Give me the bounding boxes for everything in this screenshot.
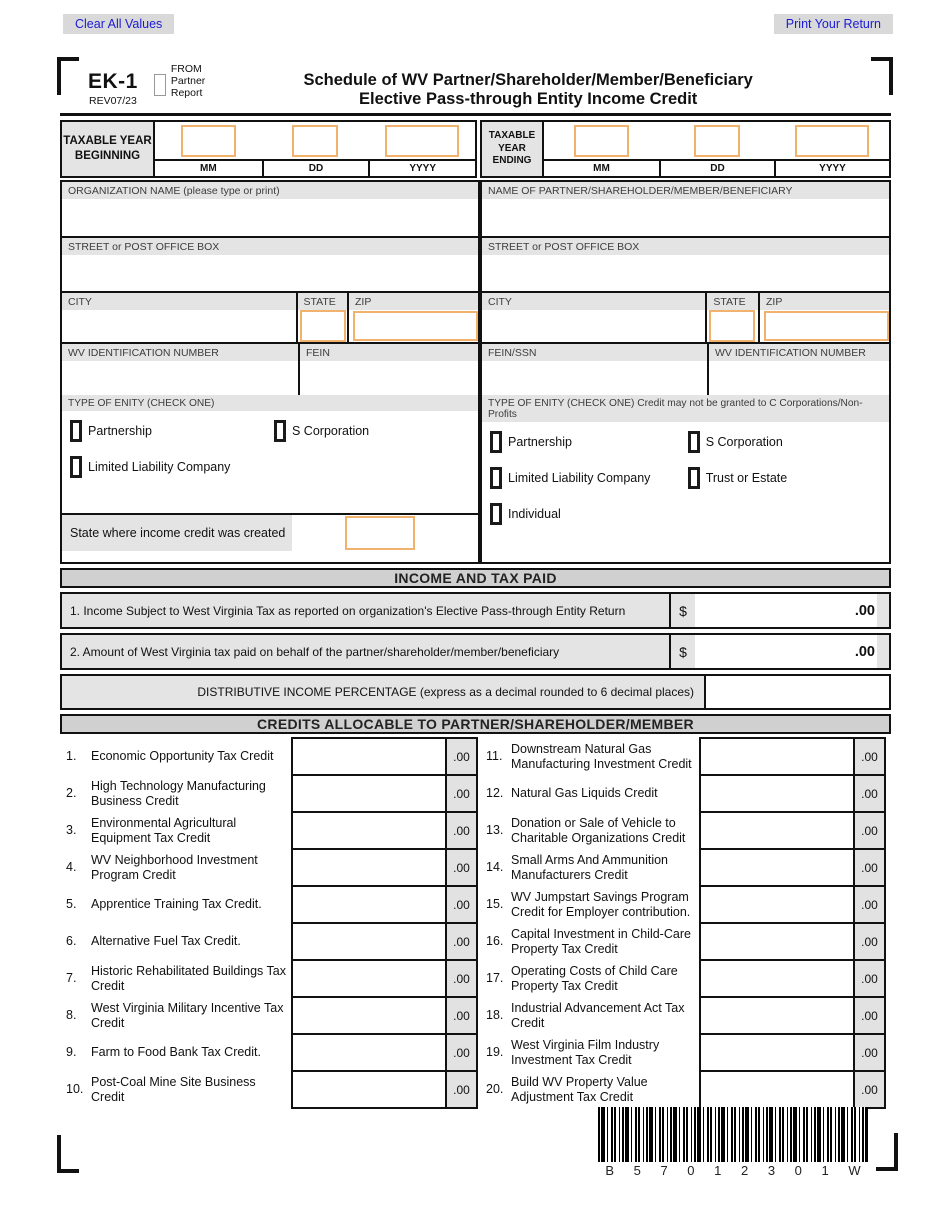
credit-15-cents: .00 bbox=[855, 885, 886, 924]
credit-16-label: Capital Investment in Child-Care Property Tax Credit bbox=[511, 927, 691, 956]
credit-3-amount-input[interactable] bbox=[291, 811, 447, 850]
end-month-input[interactable] bbox=[574, 125, 629, 157]
organization-state-label: STATE bbox=[298, 293, 347, 310]
partner-zip-label: ZIP bbox=[760, 293, 889, 310]
income-row-2-input[interactable] bbox=[695, 635, 831, 668]
partner-city-label: CITY bbox=[482, 293, 705, 310]
credit-row-15 bbox=[480, 885, 891, 924]
credit-9-label: Farm to Food Bank Tax Credit. bbox=[91, 1045, 261, 1060]
credit-4-amount-input[interactable] bbox=[291, 848, 447, 887]
credit-19-amount-input[interactable] bbox=[699, 1033, 855, 1072]
credit-7-cents: .00 bbox=[447, 959, 478, 998]
credit-3-number: 3. bbox=[66, 823, 77, 838]
end-mm-label: MM bbox=[544, 159, 659, 176]
org-s-corporation-checkbox[interactable] bbox=[274, 420, 286, 442]
credit-20-label: Build WV Property Value Adjustment Tax Credit bbox=[511, 1075, 648, 1104]
partner-zip-input[interactable] bbox=[764, 311, 889, 341]
credit-row-11 bbox=[480, 737, 891, 776]
partner-llc-checkbox[interactable] bbox=[490, 467, 502, 489]
credit-15-number: 15. bbox=[486, 897, 504, 912]
credit-10-cents: .00 bbox=[447, 1070, 478, 1109]
form-id-block bbox=[88, 70, 138, 107]
partner-s-corporation-label: S Corporation bbox=[705, 435, 783, 449]
income-row-1-currency: $ bbox=[669, 594, 695, 627]
income-section-header: INCOME AND TAX PAID bbox=[60, 568, 891, 588]
credit-row-7 bbox=[60, 959, 480, 998]
credit-16-cents: .00 bbox=[855, 922, 886, 961]
credit-row-14 bbox=[480, 848, 891, 887]
credit-7-label: Historic Rehabilitated Buildings Tax Credit bbox=[91, 964, 287, 993]
income-row-2-currency: $ bbox=[669, 635, 695, 668]
form-title-line1: Schedule of WV Partner/Shareholder/Member/Beneficiary bbox=[303, 71, 753, 89]
identification-section bbox=[60, 180, 891, 564]
credit-6-number: 6. bbox=[66, 934, 77, 949]
credits-section-header: CREDITS ALLOCABLE TO PARTNER/SHAREHOLDER/MEMBER bbox=[60, 714, 891, 734]
end-day-input[interactable] bbox=[694, 125, 740, 157]
credit-13-cents: .00 bbox=[855, 811, 886, 850]
credit-row-3 bbox=[60, 811, 480, 850]
credit-row-6 bbox=[60, 922, 480, 961]
credit-12-number: 12. bbox=[486, 786, 504, 801]
credit-8-cents: .00 bbox=[447, 996, 478, 1035]
credit-11-label: Downstream Natural Gas Manufacturing Investment Credit bbox=[511, 742, 692, 771]
taxable-year-ending-fields bbox=[544, 120, 891, 178]
organization-street-label: STREET or POST OFFICE BOX bbox=[62, 238, 478, 255]
organization-state-input[interactable] bbox=[300, 310, 346, 342]
from-partner-report-block bbox=[154, 64, 205, 99]
credit-4-label: WV Neighborhood Investment Program Credit bbox=[91, 853, 258, 882]
credit-20-number: 20. bbox=[486, 1082, 504, 1097]
begin-mm-label: MM bbox=[155, 159, 262, 176]
credit-18-amount-input[interactable] bbox=[699, 996, 855, 1035]
credit-2-amount-input[interactable] bbox=[291, 774, 447, 813]
begin-dd-label: DD bbox=[262, 159, 369, 176]
credit-11-amount-input[interactable] bbox=[699, 737, 855, 776]
credit-13-amount-input[interactable] bbox=[699, 811, 855, 850]
credit-row-17 bbox=[480, 959, 891, 998]
credit-19-number: 19. bbox=[486, 1045, 504, 1060]
credit-6-cents: .00 bbox=[447, 922, 478, 961]
credit-row-19 bbox=[480, 1033, 891, 1072]
org-s-corporation-label: S Corporation bbox=[292, 424, 370, 438]
credit-8-amount-input[interactable] bbox=[291, 996, 447, 1035]
credit-1-cents: .00 bbox=[447, 737, 478, 776]
end-dd-label: DD bbox=[659, 159, 774, 176]
income-row-1-input[interactable] bbox=[695, 594, 831, 627]
barcode-bars bbox=[598, 1107, 868, 1162]
partner-street-label: STREET or POST OFFICE BOX bbox=[482, 238, 889, 255]
credit-12-cents: .00 bbox=[855, 774, 886, 813]
org-partnership-checkbox[interactable] bbox=[70, 420, 82, 442]
from-partner-report-label bbox=[171, 64, 205, 99]
credit-5-number: 5. bbox=[66, 897, 77, 912]
organization-fein-input[interactable] bbox=[300, 361, 478, 395]
corner-mark-bottom-left bbox=[57, 1135, 79, 1173]
report-label: Report bbox=[170, 86, 203, 99]
organization-zip-label: ZIP bbox=[349, 293, 478, 310]
from-label: FROM bbox=[170, 63, 202, 75]
distributive-percentage-row bbox=[60, 674, 891, 710]
credit-14-amount-input[interactable] bbox=[699, 848, 855, 887]
credit-row-18 bbox=[480, 996, 891, 1035]
begin-yyyy-label: YYYY bbox=[368, 159, 475, 176]
credit-5-label: Apprentice Training Tax Credit. bbox=[91, 897, 262, 912]
state-credit-created-label: State where income credit was created bbox=[62, 515, 292, 551]
partner-wv-id-label: WV IDENTIFICATION NUMBER bbox=[709, 344, 889, 361]
credit-2-number: 2. bbox=[66, 786, 77, 801]
partner-trust-estate-label: Trust or Estate bbox=[705, 471, 788, 485]
credit-16-amount-input[interactable] bbox=[699, 922, 855, 961]
income-row-2 bbox=[60, 633, 891, 670]
credit-row-12 bbox=[480, 774, 891, 813]
partner-partnership-checkbox[interactable] bbox=[490, 431, 502, 453]
credit-5-cents: .00 bbox=[447, 885, 478, 924]
credit-11-cents: .00 bbox=[855, 737, 886, 776]
credit-9-amount-input[interactable] bbox=[291, 1033, 447, 1072]
credit-2-cents: .00 bbox=[447, 774, 478, 813]
credit-4-cents: .00 bbox=[447, 848, 478, 887]
partner-column bbox=[480, 180, 891, 564]
organization-column bbox=[60, 180, 480, 564]
partner-street-input[interactable] bbox=[482, 255, 889, 291]
form-title-line2: Elective Pass-through Entity Income Credit bbox=[358, 90, 698, 108]
form-title bbox=[205, 71, 891, 109]
end-year-input[interactable] bbox=[795, 125, 869, 157]
credit-1-amount-input[interactable] bbox=[291, 737, 447, 776]
income-row-1-label: 1. Income Subject to West Virginia Tax as reported on organization's Elective Pass-through Entity Return bbox=[62, 594, 669, 627]
credit-row-9 bbox=[60, 1033, 480, 1072]
credit-12-label: Natural Gas Liquids Credit bbox=[511, 786, 658, 801]
credit-11-number: 11. bbox=[486, 749, 503, 764]
distributive-percentage-input[interactable] bbox=[704, 676, 889, 708]
taxable-year-row bbox=[60, 120, 891, 178]
partner-entity-type-header: TYPE OF ENITY (CHECK ONE) Credit may not be granted to C Corporations/Non-Profits bbox=[482, 395, 889, 422]
credit-row-5 bbox=[60, 885, 480, 924]
from-partner-report-checkbox[interactable] bbox=[154, 74, 166, 96]
credits-right-column bbox=[480, 737, 891, 1107]
print-your-return-button[interactable]: Print Your Return bbox=[774, 14, 893, 34]
credit-8-number: 8. bbox=[66, 1008, 77, 1023]
form-body bbox=[60, 62, 891, 1107]
partner-llc-label: Limited Liability Company bbox=[508, 471, 651, 485]
credit-row-16 bbox=[480, 922, 891, 961]
organization-wv-id-label: WV IDENTIFICATION NUMBER bbox=[62, 344, 298, 361]
barcode-text: B 5 7 0 1 2 3 0 1 W bbox=[605, 1163, 861, 1178]
taxable-year-beginning-label: TAXABLE YEAR BEGINNING bbox=[60, 120, 155, 178]
credit-8-label: West Virginia Military Incentive Tax Credit bbox=[91, 1001, 284, 1030]
organization-city-label: CITY bbox=[62, 293, 296, 310]
credit-12-amount-input[interactable] bbox=[699, 774, 855, 813]
credit-18-cents: .00 bbox=[855, 996, 886, 1035]
credit-15-label: WV Jumpstart Savings Program Credit for Employer contribution. bbox=[511, 890, 691, 919]
income-row-2-label: 2. Amount of West Virginia tax paid on behalf of the partner/shareholder/member/beneficiary bbox=[62, 635, 669, 668]
credit-19-label: West Virginia Film Industry Investment Tax Credit bbox=[511, 1038, 660, 1067]
partner-label: Partner bbox=[170, 74, 206, 87]
income-row-1 bbox=[60, 592, 891, 629]
taxable-year-beginning-fields bbox=[155, 120, 477, 178]
partner-state-label: STATE bbox=[707, 293, 758, 310]
credit-3-label: Environmental Agricultural Equipment Tax Credit bbox=[91, 816, 237, 845]
credit-row-10 bbox=[60, 1070, 480, 1109]
credit-row-2 bbox=[60, 774, 480, 813]
organization-wv-id-input[interactable] bbox=[62, 361, 298, 395]
form-header bbox=[60, 62, 891, 116]
partner-name-input[interactable] bbox=[482, 199, 889, 236]
partner-s-corporation-checkbox[interactable] bbox=[688, 431, 700, 453]
partner-wv-id-input[interactable] bbox=[709, 361, 889, 395]
partner-individual-label: Individual bbox=[508, 507, 561, 521]
form-revision: REV07/23 bbox=[88, 95, 137, 107]
organization-zip-input[interactable] bbox=[353, 311, 478, 341]
partner-trust-estate-checkbox[interactable] bbox=[688, 467, 700, 489]
credit-17-cents: .00 bbox=[855, 959, 886, 998]
credit-7-number: 7. bbox=[66, 971, 77, 986]
credits-section bbox=[60, 737, 891, 1107]
credit-18-label: Industrial Advancement Act Tax Credit bbox=[511, 1001, 685, 1030]
partner-partnership-label: Partnership bbox=[508, 435, 572, 449]
credit-9-number: 9. bbox=[66, 1045, 77, 1060]
credit-7-amount-input[interactable] bbox=[291, 959, 447, 998]
org-llc-label: Limited Liability Company bbox=[88, 460, 231, 474]
income-row-1-cents: .00 bbox=[831, 594, 889, 627]
credit-17-label: Operating Costs of Child Care Property Tax Credit bbox=[511, 964, 678, 993]
credit-14-number: 14. bbox=[486, 860, 504, 875]
begin-month-input[interactable] bbox=[181, 125, 236, 157]
credit-20-amount-input[interactable] bbox=[699, 1070, 855, 1109]
organization-street-input[interactable] bbox=[62, 255, 478, 291]
credit-6-label: Alternative Fuel Tax Credit. bbox=[91, 934, 241, 949]
credit-3-cents: .00 bbox=[447, 811, 478, 850]
partner-fein-ssn-label: FEIN/SSN bbox=[482, 344, 707, 361]
partner-state-input[interactable] bbox=[709, 310, 755, 342]
credit-16-number: 16. bbox=[486, 934, 504, 949]
credit-17-amount-input[interactable] bbox=[699, 959, 855, 998]
credit-20-cents: .00 bbox=[855, 1070, 886, 1109]
credit-row-4 bbox=[60, 848, 480, 887]
credit-15-amount-input[interactable] bbox=[699, 885, 855, 924]
credit-14-label: Small Arms And Ammunition Manufacturers Credit bbox=[511, 853, 669, 882]
state-credit-created-input[interactable] bbox=[345, 516, 415, 550]
credit-row-13 bbox=[480, 811, 891, 850]
income-row-2-cents: .00 bbox=[831, 635, 889, 668]
partner-individual-checkbox[interactable] bbox=[490, 503, 502, 525]
taxable-year-ending-label: TAXABLE YEAR ENDING bbox=[480, 120, 544, 178]
begin-day-input[interactable] bbox=[292, 125, 338, 157]
credit-9-cents: .00 bbox=[447, 1033, 478, 1072]
credit-10-number: 10. bbox=[66, 1082, 84, 1097]
credit-4-number: 4. bbox=[66, 860, 77, 875]
clear-all-values-button[interactable]: Clear All Values bbox=[63, 14, 174, 34]
credit-10-label: Post-Coal Mine Site Business Credit bbox=[91, 1075, 256, 1104]
organization-entity-type-header: TYPE OF ENITY (CHECK ONE) bbox=[62, 395, 478, 411]
credit-17-number: 17. bbox=[486, 971, 504, 986]
credits-left-column bbox=[60, 737, 480, 1107]
credit-13-number: 13. bbox=[486, 823, 504, 838]
credit-row-20 bbox=[480, 1070, 891, 1109]
form-barcode bbox=[598, 1107, 868, 1178]
credit-19-cents: .00 bbox=[855, 1033, 886, 1072]
credit-13-label: Donation or Sale of Vehicle to Charitable Organizations Credit bbox=[511, 816, 686, 845]
credit-2-label: High Technology Manufacturing Business Credit bbox=[91, 779, 266, 808]
credit-6-amount-input[interactable] bbox=[291, 922, 447, 961]
credit-row-1 bbox=[60, 737, 480, 776]
credit-1-label: Economic Opportunity Tax Credit bbox=[91, 749, 274, 764]
credit-10-amount-input[interactable] bbox=[291, 1070, 447, 1109]
organization-fein-label: FEIN bbox=[300, 344, 478, 361]
distributive-percentage-label: DISTRIBUTIVE INCOME PERCENTAGE (express as a decimal rounded to 6 decimal places) bbox=[62, 676, 704, 708]
end-yyyy-label: YYYY bbox=[774, 159, 889, 176]
credit-14-cents: .00 bbox=[855, 848, 886, 887]
partner-fein-ssn-input[interactable] bbox=[482, 361, 707, 395]
organization-name-label: ORGANIZATION NAME (please type or print) bbox=[62, 182, 478, 199]
form-id: EK-1 bbox=[88, 70, 138, 93]
corner-mark-bottom-right bbox=[876, 1133, 898, 1171]
partner-city-input[interactable] bbox=[482, 310, 705, 342]
org-llc-checkbox[interactable] bbox=[70, 456, 82, 478]
credit-row-8 bbox=[60, 996, 480, 1035]
partner-name-label: NAME OF PARTNER/SHAREHOLDER/MEMBER/BENEFICIARY bbox=[482, 182, 889, 199]
begin-year-input[interactable] bbox=[385, 125, 459, 157]
credit-1-number: 1. bbox=[66, 749, 77, 764]
org-partnership-label: Partnership bbox=[88, 424, 152, 438]
credit-18-number: 18. bbox=[486, 1008, 504, 1023]
organization-city-input[interactable] bbox=[62, 310, 296, 342]
credit-5-amount-input[interactable] bbox=[291, 885, 447, 924]
organization-name-input[interactable] bbox=[62, 199, 478, 236]
